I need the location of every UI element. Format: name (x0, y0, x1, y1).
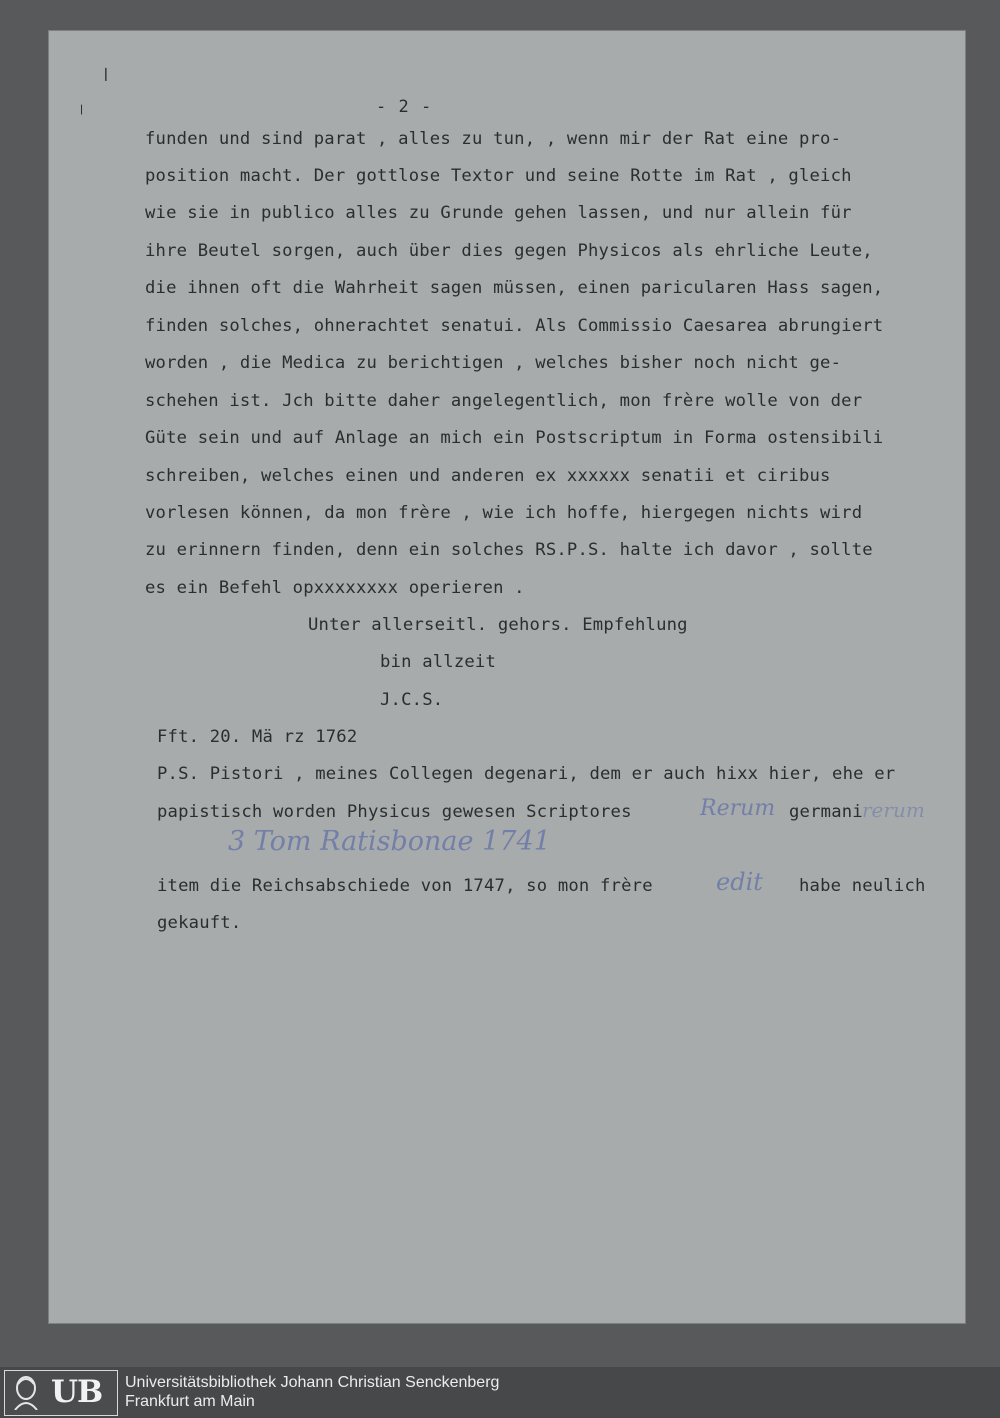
library-footer (0, 1367, 1000, 1418)
page-number: - 2 - (376, 97, 433, 117)
postscript-line-1: P.S. Pistori , meines Collegen degenari, dem er auch hixx hier, ehe er (157, 764, 896, 784)
document-page (48, 30, 966, 1324)
margin-mark: ❘ (78, 102, 86, 116)
body-line-8: schehen ist. Jch bitte daher angelegentlich, mon frère wolle von der (145, 391, 863, 411)
signature-initials: J.C.S. (380, 690, 444, 710)
portrait-icon (9, 1374, 43, 1410)
margin-mark: ❘ (101, 64, 111, 83)
closing-line: bin allzeit (380, 652, 497, 672)
body-line-13: es ein Befehl opxxxxxxxx operieren . (145, 578, 525, 598)
body-line-11: vorlesen können, da mon frère , wie ich hoffe, hiergegen nichts wird (145, 503, 863, 523)
body-line-12: zu erinnern finden, denn ein solches RS.P.S. halte ich davor , sollte (145, 540, 873, 560)
body-line-5: die ihnen oft die Wahrheit sagen müssen, einen paricularen Hass sagen, (145, 278, 884, 298)
body-line-2: position macht. Der gottlose Textor und seine Rotte im Rat , gleich (145, 166, 852, 186)
body-line-7: worden , die Medica zu berichtigen , welches bisher noch nicht ge- (145, 353, 842, 373)
library-name: Universitätsbibliothek Johann Christian Senckenberg (125, 1374, 500, 1391)
library-city: Frankfurt am Main (125, 1393, 255, 1410)
body-line-1: funden und sind parat , alles zu tun, , wenn mir der Rat eine pro- (145, 129, 842, 149)
date-line: Fft. 20. Mä rz 1762 (157, 727, 358, 747)
postscript-line-3: item die Reichsabschiede von 1747, so mon frère (157, 876, 653, 896)
body-line-3: wie sie in publico alles zu Grunde gehen lassen, und nur allein für (145, 203, 852, 223)
logo-letters: UB (51, 1374, 103, 1410)
postscript-line-2-end: germani (789, 802, 863, 822)
postscript-line-4: gekauft. (157, 913, 242, 933)
handwritten-rerum: Rerum (700, 796, 776, 821)
handwritten-edition-note: 3 Tom Ratisbonae 1741 (228, 826, 551, 857)
body-line-9: Güte sein und auf Anlage an mich ein Postscriptum in Forma ostensibili (145, 428, 884, 448)
body-line-4: ihre Beutel sorgen, auch über dies gegen Physicos als ehrliche Leute, (145, 241, 873, 261)
postscript-line-3-end: habe neulich (799, 876, 926, 896)
library-logo (4, 1370, 118, 1416)
handwritten-rerum-faint: rerum (862, 798, 925, 822)
postscript-line-2: papistisch worden Physicus gewesen Scriptores (157, 802, 632, 822)
handwritten-edit: edit (716, 868, 763, 896)
body-line-6: finden solches, ohnerachtet senatui. Als Commissio Caesarea abrungiert (145, 316, 884, 336)
body-line-10: schreiben, welches einen und anderen ex xxxxxx senatii et ciribus (145, 466, 831, 486)
closing-salutation: Unter allerseitl. gehors. Empfehlung (308, 615, 688, 635)
